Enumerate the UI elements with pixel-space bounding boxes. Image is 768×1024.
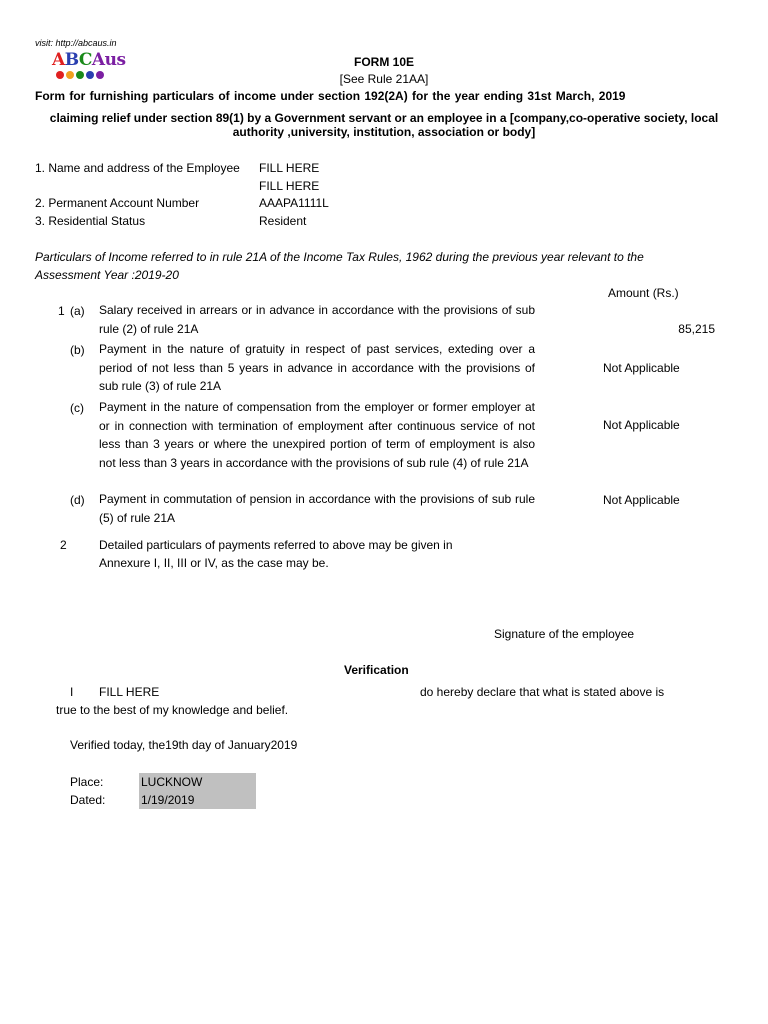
item-a-amount: 85,215 [678, 322, 715, 336]
item-sub-a: (a) [70, 304, 85, 318]
visit-url: visit: http://abcaus.in [35, 38, 117, 48]
rule-reference: [See Rule 21AA] [339, 72, 429, 86]
employee-signature-label: Signature of the employee [494, 627, 635, 641]
item-b-amount: Not Applicable [603, 361, 680, 375]
place-value: LUCKNOW [141, 775, 203, 789]
item-sub-d: (d) [70, 493, 85, 507]
item-2-number: 2 [60, 538, 67, 552]
form-title: FORM 10E [353, 55, 414, 69]
declaration-line-2: true to the best of my knowledge and belief. [56, 703, 289, 717]
dated-label: Dated: [70, 793, 106, 807]
declaration-text: do hereby declare that what is stated above is [420, 685, 665, 699]
verified-date-text: Verified today, the19th day of January2019 [70, 738, 298, 752]
item-b-text: Payment in the nature of gratuity in respect of past services, exteding over a period of not less than 5 years in advance in accordance with the provisions of sub rule (3) of rule 21A [99, 342, 535, 393]
status-value: Resident [259, 214, 307, 228]
name-value: FILL HERE [259, 161, 320, 175]
status-label: 3. Residential Status [35, 214, 146, 228]
item-2-line-1: Detailed particulars of payments referred to above may be given in [99, 538, 453, 552]
item-number: 1 [58, 304, 65, 318]
name-label: 1. Name and address of the Employee [35, 161, 240, 175]
form-subtitle-2: claiming relief under section 89(1) by a Government servant or an employee in a [company,co-operative society, local [49, 111, 719, 125]
pan-value: AAAPA1111L [259, 196, 329, 210]
form-subtitle: Form for furnishing particulars of income under section 192(2A) for the year ending 31st March, 2019 [35, 89, 626, 103]
pan-label: 2. Permanent Account Number [35, 196, 200, 210]
assessment-year: Assessment Year :2019-20 [35, 268, 179, 282]
item-c-amount: Not Applicable [603, 418, 680, 432]
abcaus-logo: ABCAus [52, 50, 126, 79]
verification-i: I [70, 685, 74, 699]
dated-value: 1/19/2019 [141, 793, 195, 807]
amount-header: Amount (Rs.) [608, 286, 679, 300]
verification-name: FILL HERE [99, 685, 160, 699]
item-a-text: Salary received in arrears or in advance in accordance with the provisions of sub rule (2) of rule 21A [99, 303, 535, 336]
verification-title: Verification [344, 663, 409, 677]
item-2-line-2: Annexure I, II, III or IV, as the case may be. [99, 556, 329, 570]
particulars-intro: Particulars of Income referred to in rule 21A of the Income Tax Rules, 1962 during the previous year relevant to the [35, 250, 644, 264]
item-c-text: Payment in the nature of compensation from the employer or former employer at or in connection with termination of employment after continuous service of not less than 3 years or where the unexpired portion of term of employment is also not less than 3 years in accordance with the provisions of sub rule (4) of rule 21A [99, 400, 535, 470]
address-value: FILL HERE [259, 179, 320, 193]
item-sub-c: (c) [70, 401, 84, 415]
form-subtitle-3: authority ,university, institution, association or body] [232, 125, 536, 139]
item-d-amount: Not Applicable [603, 493, 680, 507]
place-label: Place: [70, 775, 104, 789]
item-sub-b: (b) [70, 343, 85, 357]
item-d-text: Payment in commutation of pension in accordance with the provisions of sub rule (5) of rule 21A [99, 492, 535, 525]
